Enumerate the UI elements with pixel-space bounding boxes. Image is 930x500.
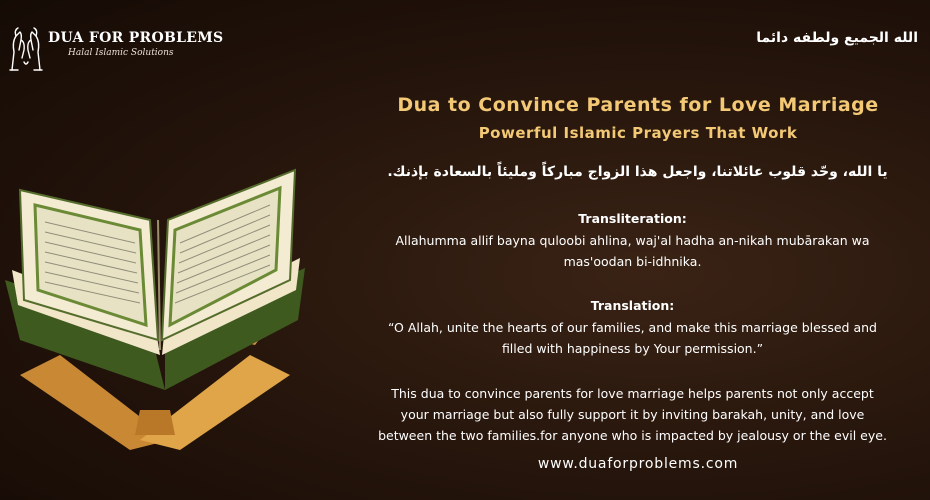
praying-hands-icon (4, 22, 48, 74)
translation-text (340, 317, 925, 359)
website-url: www.duaforproblems.com (537, 456, 739, 472)
quran-book (5, 170, 305, 390)
arabic-dua-text: يا الله، وحّد قلوب عائلاتنا، واجعل هذا الزواج مباركاً ومليئاً بالسعادة بإذنك. (387, 164, 888, 180)
description-line: This dua to convince parents for love marriage helps parents not only accept (391, 386, 874, 401)
transliteration-line: mas'oodan bi-idhnika. (563, 254, 702, 269)
transliteration-text (340, 230, 925, 272)
translation-label: Translation: (590, 298, 675, 313)
transliteration-label: Transliteration: (578, 211, 687, 226)
brand-logo (4, 22, 224, 74)
description-line: between the two families.for anyone who is impacted by jealousy or the evil eye. (378, 428, 887, 443)
description-paragraph (340, 383, 925, 446)
translation-line: filled with happiness by Your permission.” (501, 341, 764, 356)
brand-name: DUA FOR PROBLEMS (48, 30, 224, 46)
description-line: your marriage but also fully support it by inviting barakah, unity, and love (400, 407, 865, 422)
brand-tagline: Halal Islamic Solutions (68, 48, 174, 58)
transliteration-line: Allahumma allif bayna quloobi ahlina, waj'al hadha an-nikah mubārakan wa (395, 233, 870, 248)
arabic-blessing: الله الجميع ولطفه دائما (756, 30, 918, 46)
page-title: Dua to Convince Parents for Love Marriage (397, 94, 879, 116)
quran-on-stand-illustration (0, 150, 310, 450)
translation-line: “O Allah, unite the hearts of our families, and make this marriage blessed and (388, 320, 877, 335)
page-subtitle: Powerful Islamic Prayers That Work (478, 124, 798, 142)
